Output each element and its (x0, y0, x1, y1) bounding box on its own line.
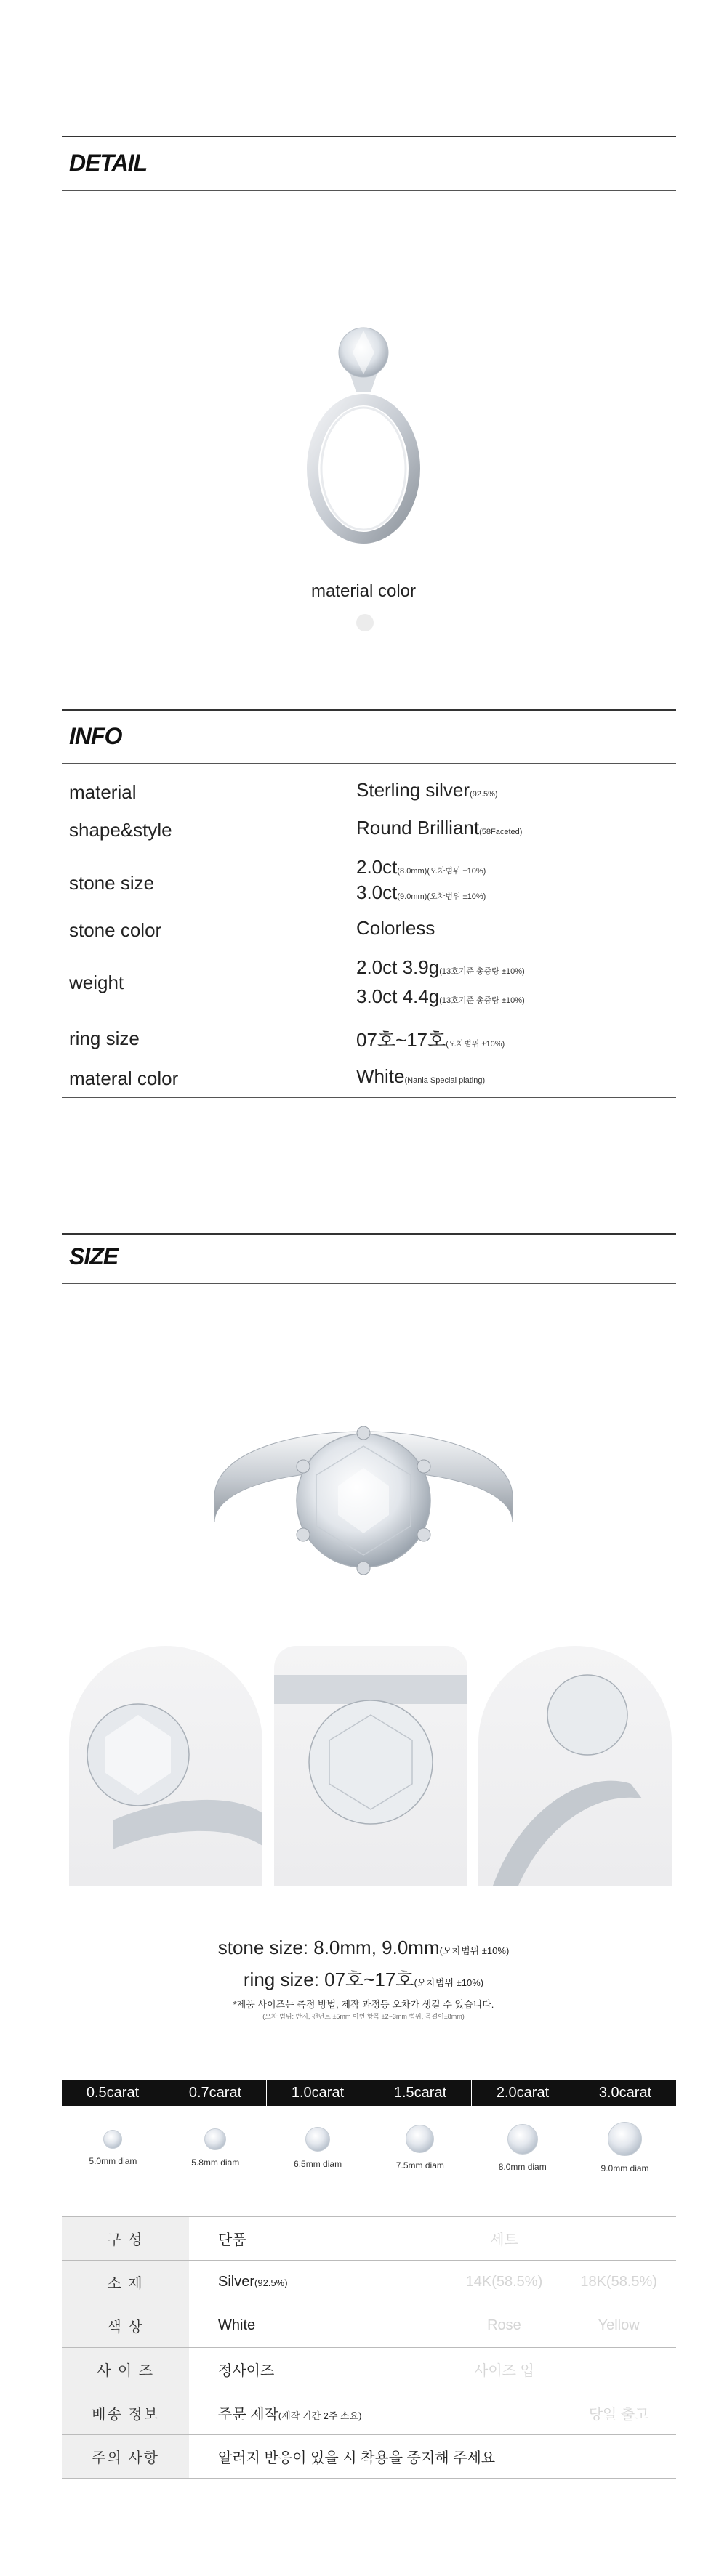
option-value-unavailable: Yellow (561, 2304, 676, 2348)
option-header: 주의 사항 (62, 2435, 189, 2479)
ring-angle-view-arch (478, 1646, 672, 1886)
option-header: 배송 정보 (62, 2391, 189, 2435)
option-value-unavailable: 14K(58.5%) (447, 2261, 562, 2304)
ring-top-view-image (207, 1395, 520, 1591)
material-color-label: material color (310, 581, 417, 601)
info-title: INFO (69, 723, 122, 749)
diamond-icon (204, 2128, 226, 2150)
option-value-selected[interactable]: 정사이즈 (189, 2348, 447, 2391)
option-value-selected[interactable]: Silver(92.5%) (189, 2261, 447, 2304)
info-label-stone-color: stone color (69, 919, 162, 941)
ring-side-view-arch (69, 1646, 262, 1886)
size-title-rule (62, 1283, 676, 1284)
info-label-stone-size: stone size (69, 872, 155, 894)
stone-size-line: stone size: 8.0mm, 9.0mm(오차범위 ±10%) (217, 1937, 510, 1958)
size-top-rule (62, 1233, 676, 1235)
info-label-ring-size: ring size (69, 1027, 140, 1049)
diamond-icon (608, 2122, 642, 2156)
diameter-row (62, 2122, 676, 2173)
option-value-unavailable: 사이즈 업 (447, 2348, 562, 2391)
option-value-selected[interactable]: 단품 (189, 2217, 447, 2261)
white-color-swatch[interactable] (356, 614, 374, 631)
diamond-icon (103, 2130, 122, 2149)
option-value-unavailable: 18K(58.5%) (561, 2261, 676, 2304)
size-disclaimer-range: (오차 범위: 반지, 팬던트 ±5mm 이번 항목 ±2~3mm 범위, 목걸이±8mm) (262, 2013, 465, 2020)
option-value-selected[interactable]: White (189, 2304, 447, 2348)
info-value-stone-size-3ct: 3.0ct(9.0mm)(오차범위 ±10%) (356, 881, 486, 903)
carat-label: 1.0carat (267, 2080, 369, 2106)
size-title: SIZE (69, 1243, 119, 1269)
diamond-icon (507, 2124, 538, 2155)
size-disclaimer: *제품 사이즈는 측정 방법, 제작 과정등 오차가 생길 수 있습니다. (233, 1999, 494, 2010)
detail-title: DETAIL (69, 150, 148, 176)
info-label-shape: shape&style (69, 819, 172, 841)
option-value-unavailable: Rose (447, 2304, 562, 2348)
diamond-icon (406, 2125, 434, 2153)
carat-label: 2.0carat (472, 2080, 574, 2106)
option-value-selected[interactable]: 주문 제작(제작 기간 2주 소요) (189, 2391, 447, 2435)
option-value-unavailable (561, 2348, 676, 2391)
info-label-weight: weight (69, 972, 124, 993)
option-header: 구 성 (62, 2217, 189, 2261)
option-row-composition (62, 2217, 676, 2261)
option-header: 소 재 (62, 2261, 189, 2304)
option-value-unavailable: 세트 (447, 2217, 562, 2261)
info-title-rule (62, 763, 676, 764)
diameter-cell: 7.5mm diam (369, 2122, 471, 2173)
diameter-cell: 5.0mm diam (62, 2122, 164, 2173)
ring-front-view-arch (274, 1646, 467, 1886)
info-value-shape: Round Brilliant(58Faceted) (356, 817, 523, 839)
info-value-stone-color: Colorless (356, 917, 435, 939)
info-value-weight-2ct: 2.0ct 3.9g(13호기준 총중량 ±10%) (356, 956, 525, 978)
diamond-icon (305, 2127, 330, 2152)
option-caution-text: 알러지 반응이 있을 시 착용을 중지해 주세요 (189, 2435, 676, 2479)
info-value-weight-3ct: 3.0ct 4.4g(13호기준 총중량 ±10%) (356, 985, 525, 1007)
option-header: 색 상 (62, 2304, 189, 2348)
carat-label: 1.5carat (369, 2080, 472, 2106)
diameter-cell: 8.0mm diam (471, 2122, 574, 2173)
option-row-caution (62, 2435, 676, 2479)
option-row-delivery (62, 2391, 676, 2435)
info-bottom-rule (62, 1097, 676, 1098)
diameter-cell: 9.0mm diam (574, 2122, 676, 2173)
info-top-rule (62, 709, 676, 711)
option-row-size (62, 2348, 676, 2391)
info-value-ring-size: 07호~17호(오차범위 ±10%) (356, 1029, 505, 1051)
option-value-unavailable (447, 2391, 562, 2435)
option-table (62, 2216, 676, 2479)
ring-product-image (284, 312, 458, 545)
info-value-material: Sterling silver(92.5%) (356, 779, 498, 801)
carat-label: 0.5carat (62, 2080, 164, 2106)
option-value-unavailable: 당일 출고 (561, 2391, 676, 2435)
option-row-material (62, 2261, 676, 2304)
info-value-stone-size-2ct: 2.0ct(8.0mm)(오차범위 ±10%) (356, 856, 486, 878)
carat-header-bar (62, 2080, 676, 2106)
info-label-material: material (69, 781, 137, 803)
info-label-materal-color: materal color (69, 1067, 179, 1089)
ring-size-line: ring size: 07호~17호(오차범위 ±10%) (243, 1969, 484, 1990)
option-row-color (62, 2304, 676, 2348)
info-value-materal-color: White(Nania Special plating) (356, 1065, 486, 1087)
carat-label: 0.7carat (164, 2080, 267, 2106)
detail-bottom-rule (62, 190, 676, 191)
option-header: 사 이 즈 (62, 2348, 189, 2391)
diameter-cell: 6.5mm diam (267, 2122, 369, 2173)
option-value-unavailable (561, 2217, 676, 2261)
carat-label: 3.0carat (598, 2085, 652, 2101)
detail-top-rule (62, 136, 676, 137)
diameter-cell: 5.8mm diam (164, 2122, 267, 2173)
